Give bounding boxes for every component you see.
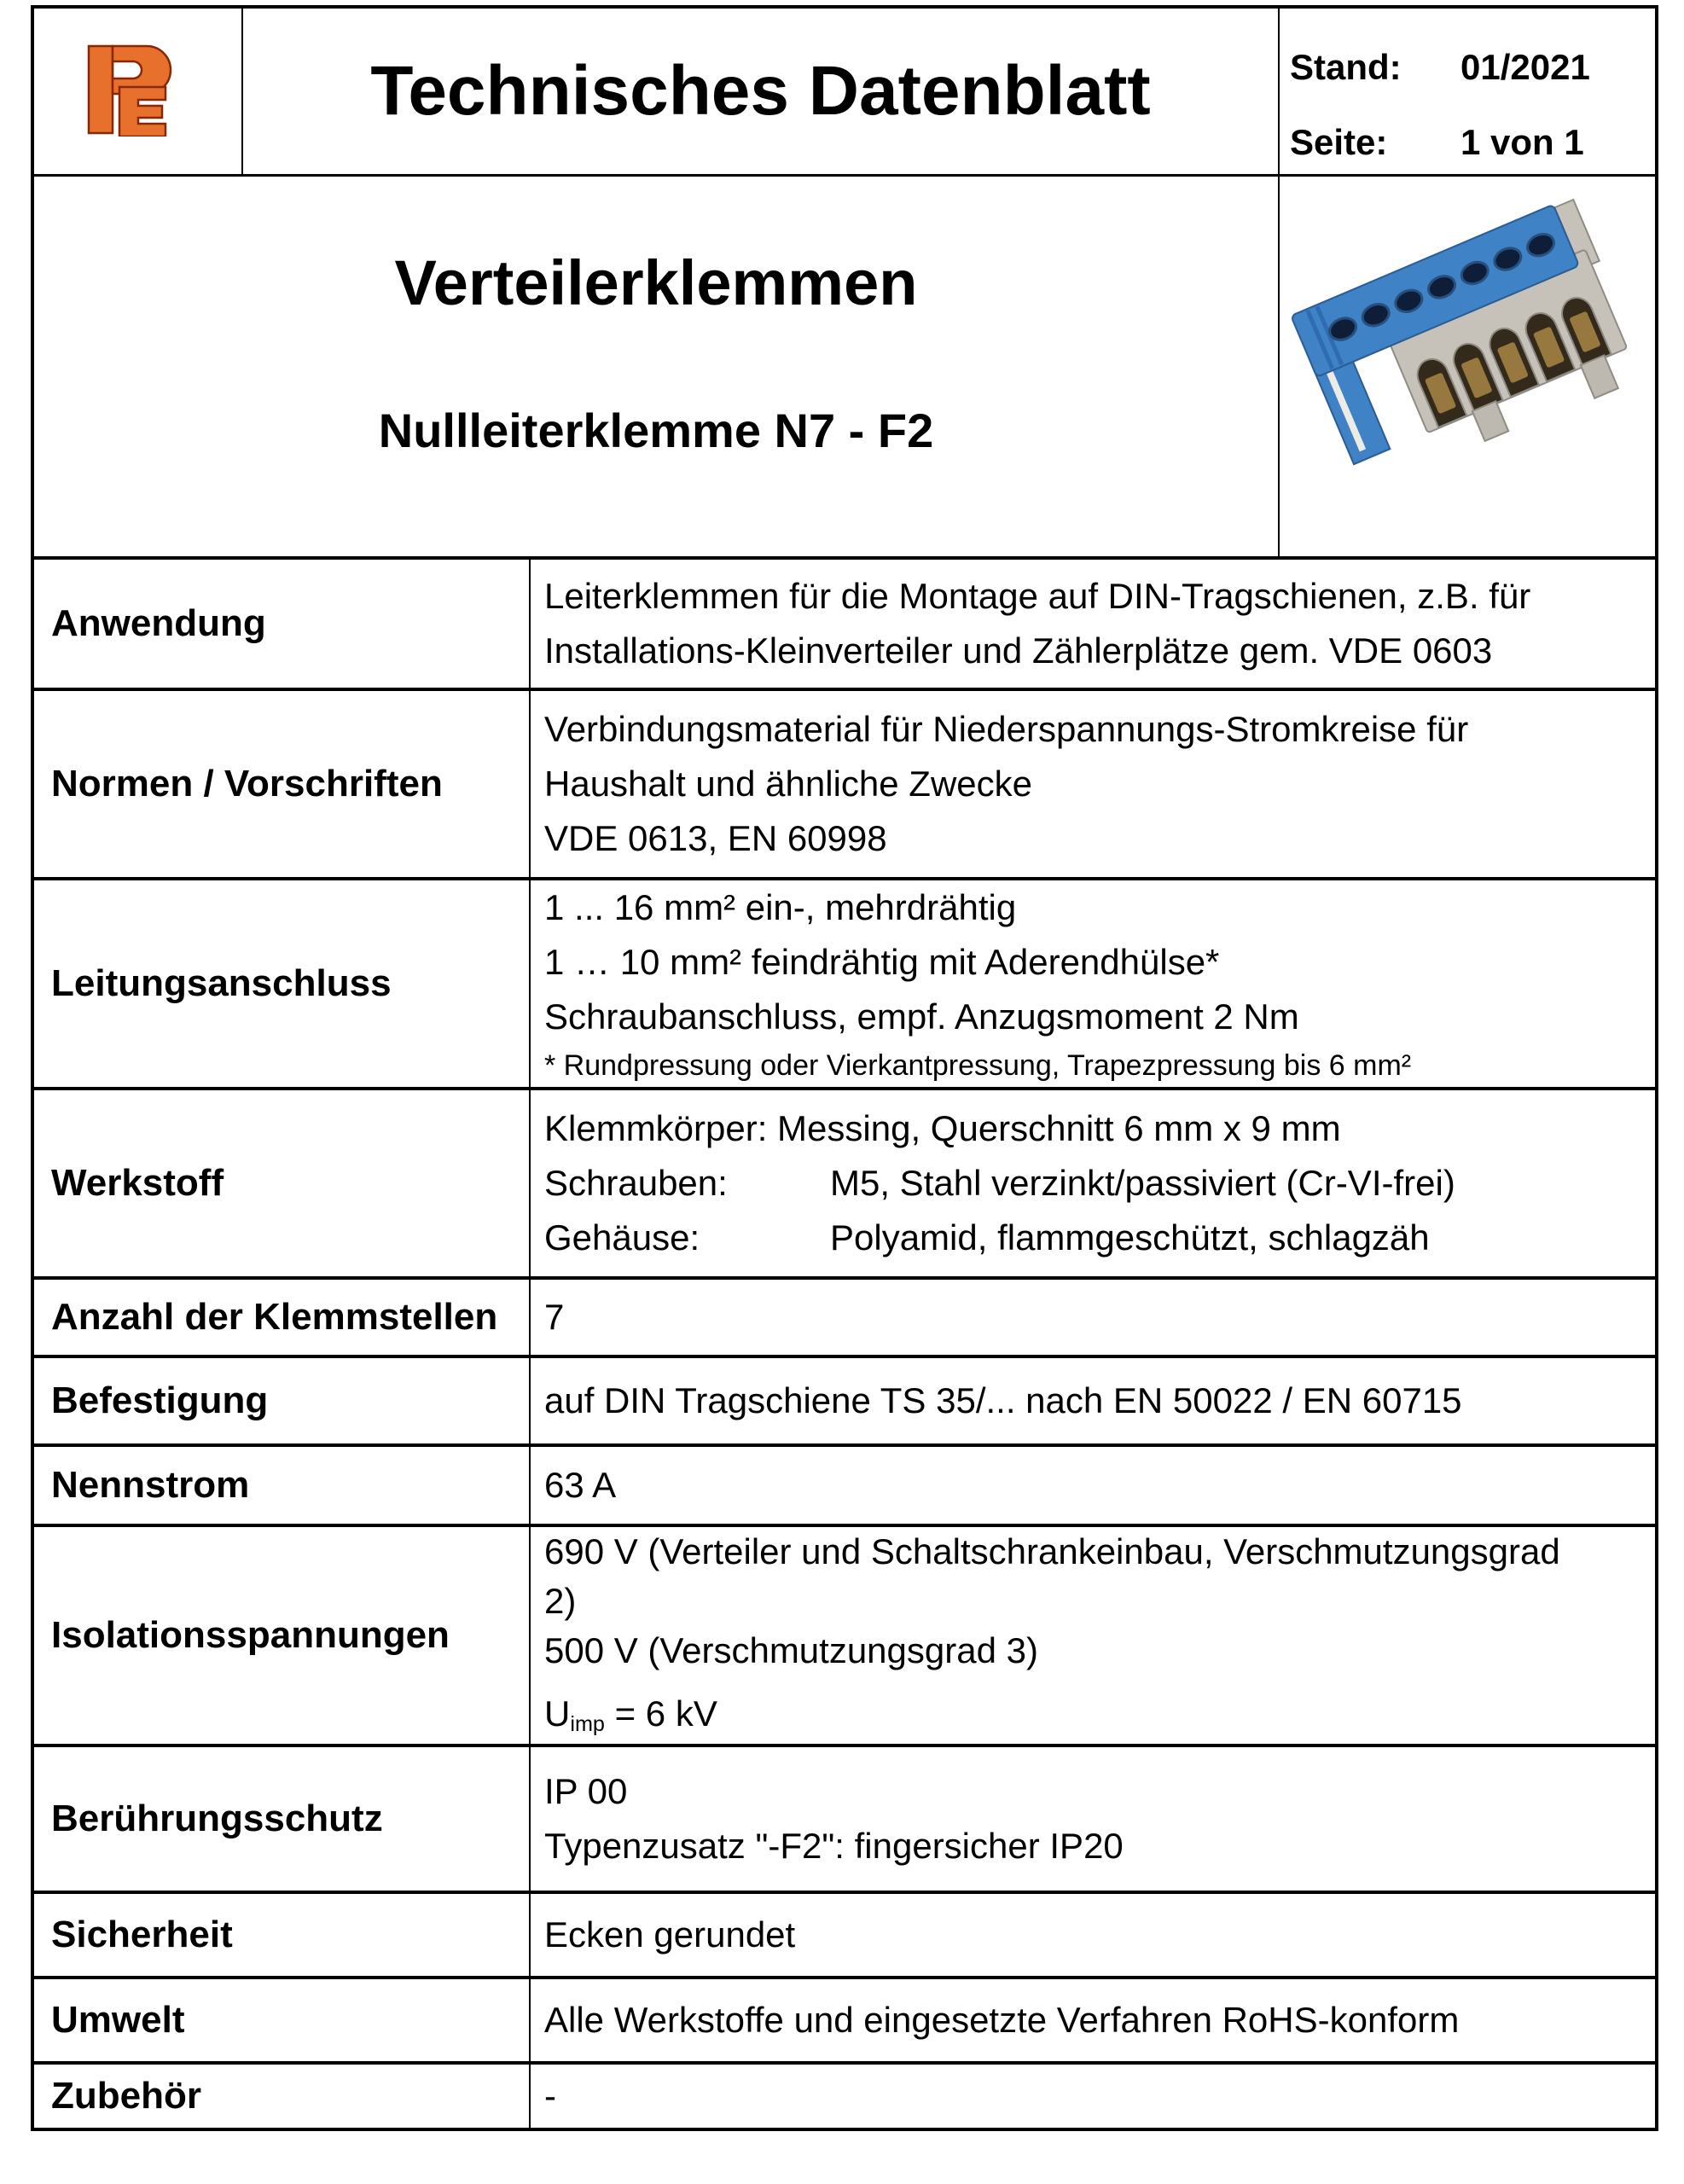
product-photo — [1286, 195, 1648, 539]
spec-value — [531, 1747, 1655, 1891]
datasheet-page — [31, 5, 1658, 2131]
spec-value — [531, 1894, 1655, 1976]
document-title: Technisches Datenblatt — [370, 52, 1151, 130]
spec-value-line: Installations-Kleinverteiler und Zählerplätze gem. VDE 0603 — [544, 630, 1493, 671]
spec-label — [34, 560, 531, 688]
spec-label — [34, 691, 531, 877]
value-text: Polyamid, flammgeschützt, schlagzäh — [830, 1217, 1430, 1258]
header-meta-cell — [1280, 9, 1655, 174]
value-text: U — [544, 1693, 571, 1734]
spec-label-text: Werkstoff — [51, 1161, 224, 1204]
spec-label — [34, 1979, 531, 2061]
spec-row-befestigung — [34, 1355, 1655, 1443]
spec-value — [531, 1979, 1655, 2061]
spec-value-line: Typenzusatz "-F2": fingersicher IP20 — [544, 1826, 1124, 1866]
meta-seite-value: 1 von 1 — [1460, 122, 1584, 162]
spec-label — [34, 1358, 531, 1443]
spec-label-text: Anwendung — [51, 601, 266, 644]
spec-value — [531, 1280, 1655, 1355]
spec-value-line — [544, 1689, 1650, 1744]
value-sublabel: Schrauben: — [544, 1163, 728, 1203]
spec-value — [531, 1090, 1655, 1276]
spec-value-line: Alle Werkstoffe und eingesetzte Verfahren RoHS-konform — [544, 2000, 1460, 2040]
spec-row-anzahl-der-klemmstellen — [34, 1276, 1655, 1355]
spec-value-line: * Rundpressung oder Vierkantpressung, Trapezpressung bis 6 mm² — [544, 1049, 1412, 1082]
spec-value-line — [544, 1156, 1650, 1211]
spec-value-line: Ecken gerundet — [544, 1914, 796, 1955]
spec-row-normen-vorschriften — [34, 688, 1655, 877]
spec-value-line: - — [544, 2076, 556, 2116]
meta-stand-label: Stand: — [1290, 47, 1402, 87]
spec-label-text: Anzahl der Klemmstellen — [51, 1295, 498, 1338]
spec-value — [531, 691, 1655, 877]
spec-row-isolationsspannungen — [34, 1524, 1655, 1744]
spec-label — [34, 1527, 531, 1744]
spec-value — [531, 560, 1655, 688]
product-subtitle: Nullleiterklemme N7 - F2 — [378, 404, 934, 457]
spec-label — [34, 1090, 531, 1276]
spec-value-line: 7 — [544, 1297, 565, 1337]
header-row — [34, 9, 1655, 177]
value-sublabel: Gehäuse: — [544, 1217, 700, 1258]
spec-label-text: Isolationsspannungen — [51, 1613, 450, 1656]
spec-row-sicherheit — [34, 1891, 1655, 1976]
meta-stand — [1290, 49, 1655, 85]
spec-row-nennstrom — [34, 1443, 1655, 1524]
spec-value-line: Schraubanschluss, empf. Anzugsmoment 2 Nm — [544, 996, 1299, 1037]
spec-label — [34, 2065, 531, 2128]
value-text: = 6 kV — [604, 1693, 717, 1734]
title-row — [34, 177, 1655, 560]
spec-value-line — [544, 1211, 1650, 1265]
spec-value-line: VDE 0613, EN 60998 — [544, 818, 887, 858]
spec-label — [34, 1894, 531, 1976]
subscript-text: imp — [570, 1711, 605, 1736]
spec-label — [34, 880, 531, 1087]
spec-value-line: IP 00 — [544, 1771, 628, 1811]
spec-value-line: 1 ... 16 mm² ein-, mehrdrähtig — [544, 887, 1017, 927]
value-text: M5, Stahl verzinkt/passiviert (Cr-VI-frei) — [830, 1163, 1455, 1203]
spec-value-line: Verbindungsmaterial für Niederspannungs-Stromkreise für — [544, 709, 1469, 749]
spec-label — [34, 1280, 531, 1355]
spec-row-anwendung — [34, 560, 1655, 688]
spec-label-text: Normen / Vorschriften — [51, 762, 443, 804]
spec-label — [34, 1747, 531, 1891]
value-spacer — [544, 1676, 1650, 1689]
spec-value — [531, 880, 1655, 1087]
spec-row-ber-hrungsschutz — [34, 1744, 1655, 1891]
meta-stand-value: 01/2021 — [1460, 47, 1590, 87]
spec-row-werkstoff — [34, 1087, 1655, 1276]
spec-label — [34, 1447, 531, 1524]
meta-seite — [1290, 122, 1655, 162]
spec-value — [531, 1527, 1655, 1744]
spec-row-zubeh-r — [34, 2061, 1655, 2128]
product-title-cell — [34, 177, 1280, 556]
spec-label-text: Befestigung — [51, 1379, 269, 1421]
spec-value-line: 1 … 10 mm² feindrähtig mit Aderendhülse* — [544, 942, 1220, 982]
spec-value-line: Klemmkörper: Messing, Querschnitt 6 mm x 9 mm — [544, 1108, 1341, 1148]
spec-value-line: Haushalt und ähnliche Zwecke — [544, 764, 1033, 804]
spec-label-text: Umwelt — [51, 1998, 185, 2041]
spec-label-text: Zubehör — [51, 2074, 201, 2117]
spec-value — [531, 1358, 1655, 1443]
spec-value — [531, 1447, 1655, 1524]
spec-row-leitungsanschluss — [34, 877, 1655, 1087]
product-photo-cell — [1280, 177, 1655, 556]
spec-value-line: Leiterklemmen für die Montage auf DIN-Tragschienen, z.B. für — [544, 576, 1531, 616]
spec-label-text: Sicherheit — [51, 1913, 233, 1955]
spec-label-text: Leitungsanschluss — [51, 961, 392, 1004]
spec-label-text: Berührungsschutz — [51, 1797, 383, 1839]
spec-value-line: 2) — [544, 1581, 577, 1621]
spec-value — [531, 2065, 1655, 2128]
spec-table — [34, 560, 1655, 2128]
spec-value-line: 63 A — [544, 1465, 617, 1505]
spec-label-text: Nennstrom — [51, 1463, 250, 1506]
spec-row-umwelt — [34, 1976, 1655, 2061]
pe-logo-icon — [80, 43, 210, 136]
product-title: Verteilerklemmen — [394, 247, 918, 318]
spec-value-line: 500 V (Verschmutzungsgrad 3) — [544, 1630, 1038, 1670]
logo-cell — [34, 9, 243, 174]
spec-value-line: 690 V (Verteiler und Schaltschrankeinbau, Verschmutzungsgrad — [544, 1531, 1560, 1571]
spec-value-line: auf DIN Tragschiene TS 35/... nach EN 50022 / EN 60715 — [544, 1380, 1462, 1420]
header-title-cell — [243, 9, 1280, 174]
meta-seite-label: Seite: — [1290, 122, 1388, 162]
